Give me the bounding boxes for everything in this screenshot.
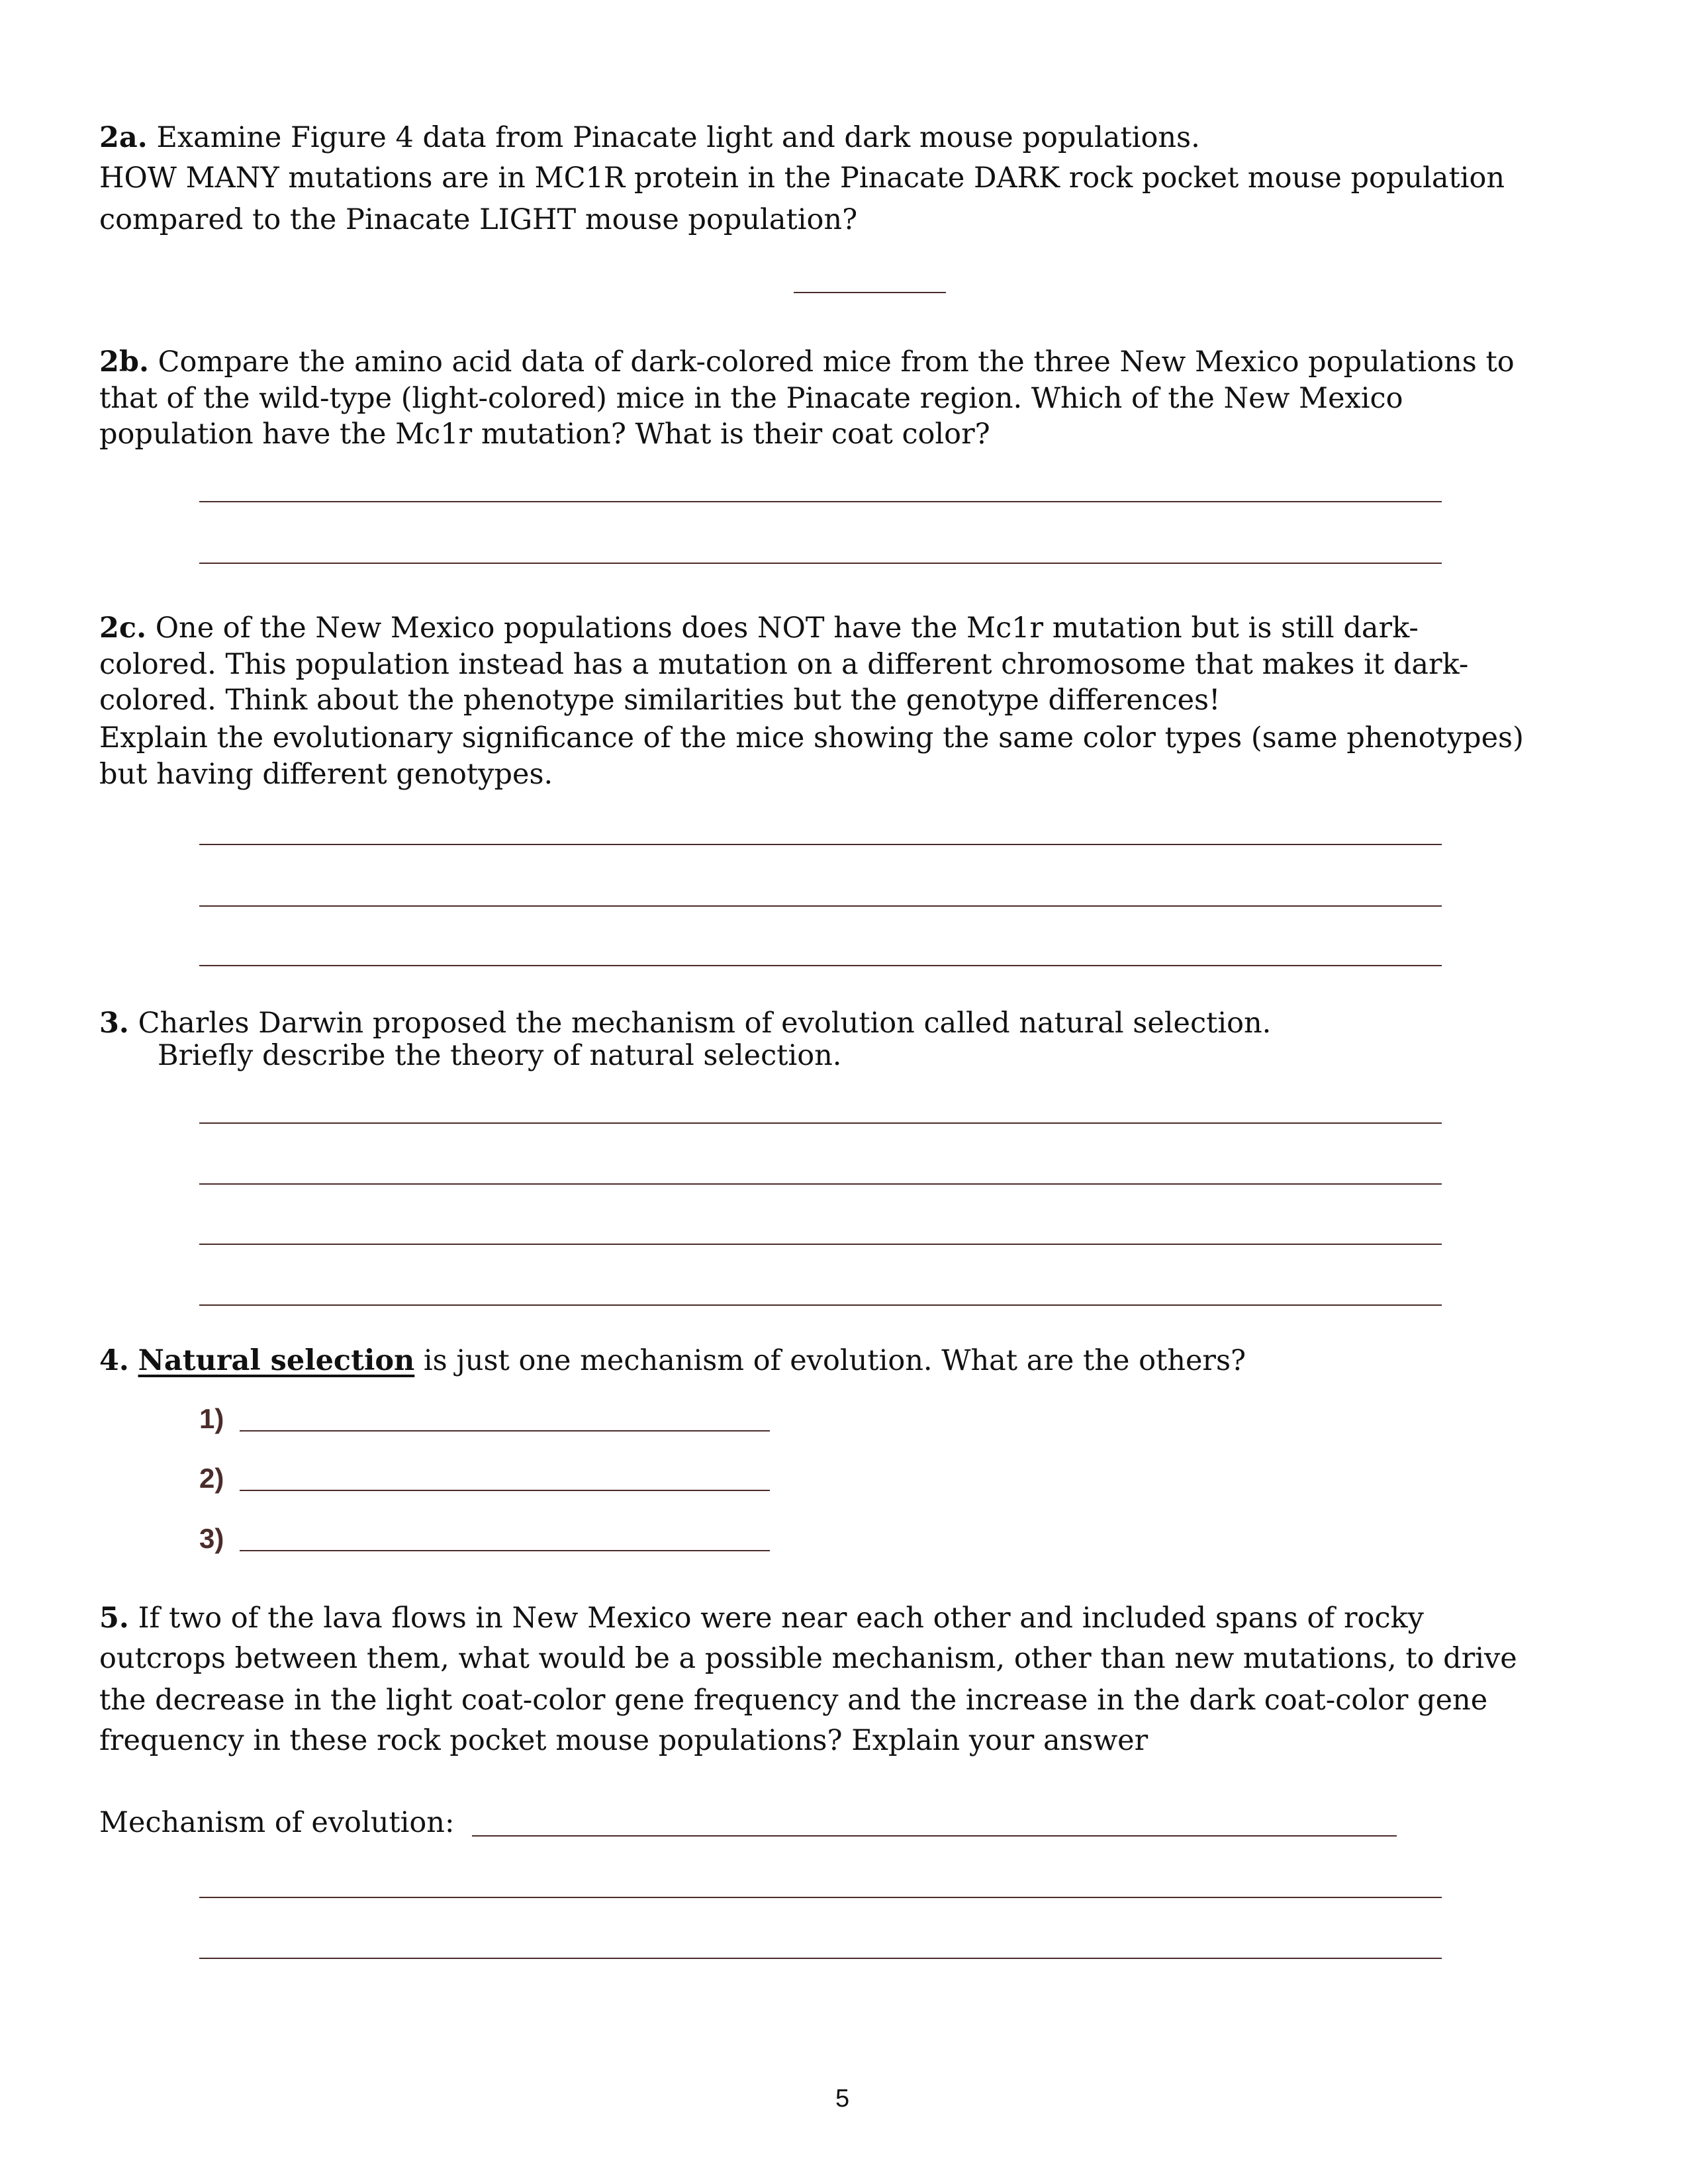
q2c-line-3: colored. Think about the phenotype similarities but the genotype differences! bbox=[99, 684, 1221, 717]
q2a-line-2: HOW MANY mutations are in MC1R protein in the Pinacate DARK rock pocket mouse population bbox=[99, 161, 1505, 195]
q2b-line-2: that of the wild-type (light-colored) mice in the Pinacate region. Which of the New Mexico bbox=[99, 382, 1403, 415]
q2c-answer-line[interactable] bbox=[199, 965, 1442, 966]
q4-label: 4. bbox=[99, 1344, 129, 1377]
q5-answer-line[interactable] bbox=[199, 1958, 1442, 1959]
q4-item-3-line[interactable] bbox=[240, 1550, 770, 1551]
q3-line-1 bbox=[99, 1005, 1271, 1041]
q2a-answer-line[interactable] bbox=[794, 292, 946, 293]
q5-label: 5. bbox=[99, 1602, 129, 1635]
q4-item-1-label: 1) bbox=[199, 1403, 224, 1434]
q3-answer-line[interactable] bbox=[199, 1183, 1442, 1185]
q5-line-2: outcrops between them, what would be a possible mechanism, other than new mutations, to drive bbox=[99, 1642, 1517, 1675]
q2b-line-3: population have the Mc1r mutation? What is their coat color? bbox=[99, 418, 990, 451]
q4-line bbox=[99, 1343, 1246, 1379]
q3-label: 3. bbox=[99, 1007, 129, 1040]
q2c-answer-line[interactable] bbox=[199, 905, 1442, 907]
q2b-text: Compare the amino acid data of dark-colored mice from the three New Mexico populations to bbox=[158, 345, 1515, 379]
q2c-answer-line[interactable] bbox=[199, 844, 1442, 845]
q3-text: Charles Darwin proposed the mechanism of evolution called natural selection. bbox=[138, 1007, 1272, 1040]
q2a-label: 2a. bbox=[99, 121, 148, 154]
q2a-line-3: compared to the Pinacate LIGHT mouse population? bbox=[99, 203, 858, 236]
q5-text: If two of the lava flows in New Mexico were near each other and included spans of rocky bbox=[138, 1602, 1424, 1635]
q2c-line-5: but having different genotypes. bbox=[99, 758, 553, 791]
q4-emphasis: Natural selection bbox=[138, 1344, 415, 1377]
q2c-text: One of the New Mexico populations does NOT have the Mc1r mutation but is still dark- bbox=[155, 612, 1419, 645]
q5-answer-line[interactable] bbox=[199, 1897, 1442, 1898]
q4-item-3-label: 3) bbox=[199, 1523, 224, 1554]
mechanism-answer-line[interactable] bbox=[472, 1835, 1397, 1837]
q2a-text: Examine Figure 4 data from Pinacate light and dark mouse populations. bbox=[156, 121, 1200, 154]
q2b-line-1 bbox=[99, 344, 1515, 380]
q4-item-2-label: 2) bbox=[199, 1463, 224, 1494]
q2b-label: 2b. bbox=[99, 345, 149, 379]
q2c-line-2: colored. This population instead has a mutation on a different chromosome that makes it dark- bbox=[99, 648, 1469, 681]
q3-answer-line[interactable] bbox=[199, 1244, 1442, 1245]
q3-line-2: Briefly describe the theory of natural selection. bbox=[158, 1039, 842, 1072]
q5-line-3: the decrease in the light coat-color gene frequency and the increase in the dark coat-color gene bbox=[99, 1684, 1488, 1717]
q3-answer-line[interactable] bbox=[199, 1304, 1442, 1306]
q2a-line-1 bbox=[99, 120, 1200, 156]
q5-line-1 bbox=[99, 1600, 1424, 1636]
q2b-answer-line[interactable] bbox=[199, 563, 1442, 564]
q2c-line-4: Explain the evolutionary significance of the mice showing the same color types (same phenotypes) bbox=[99, 721, 1524, 754]
mechanism-label: Mechanism of evolution: bbox=[99, 1806, 455, 1839]
page-number: 5 bbox=[835, 2085, 850, 2113]
q3-answer-line[interactable] bbox=[199, 1122, 1442, 1124]
q4-text: is just one mechanism of evolution. What are the others? bbox=[414, 1344, 1246, 1377]
q4-item-1-line[interactable] bbox=[240, 1430, 770, 1432]
q2c-line-1 bbox=[99, 610, 1419, 646]
q5-line-4: frequency in these rock pocket mouse populations? Explain your answer bbox=[99, 1724, 1149, 1757]
q4-item-2-line[interactable] bbox=[240, 1490, 770, 1491]
q2b-answer-line[interactable] bbox=[199, 501, 1442, 502]
q2c-label: 2c. bbox=[99, 612, 147, 645]
